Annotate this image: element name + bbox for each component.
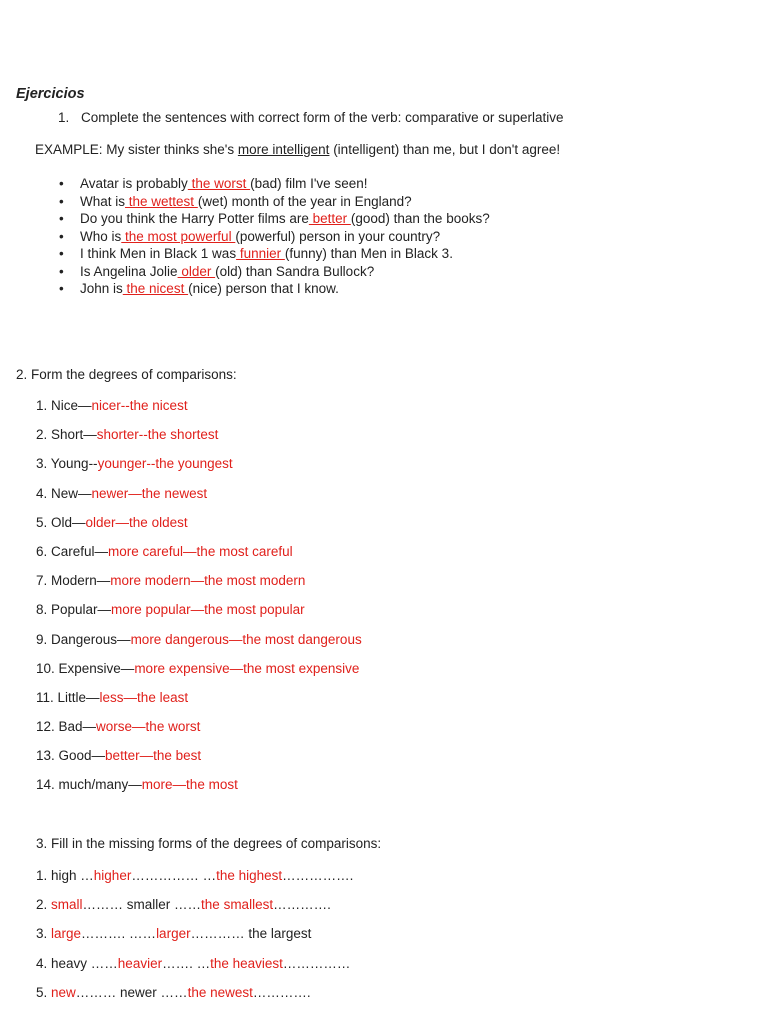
list-item: [0, 210, 490, 228]
word-prompt: 9. Dangerous—: [36, 631, 131, 647]
word-prompt: 13. Good—: [36, 748, 106, 764]
sentence-before: Who is: [80, 228, 122, 244]
list-item: [36, 954, 353, 983]
prompt-text: ………. ……: [81, 926, 157, 942]
list-item: [0, 263, 490, 281]
list-item: [36, 630, 362, 659]
prompt-text: ……… smaller ……: [82, 897, 202, 913]
sentence-after: (good) than the books?: [350, 211, 490, 226]
prompt-text: …………… …: [131, 868, 217, 883]
example-before: EXAMPLE: My sister thinks she's: [35, 142, 238, 157]
list-item: [36, 542, 362, 571]
sentence-after: (bad) film I've seen!: [250, 176, 368, 191]
answer-text: the newest: [187, 984, 253, 1000]
word-prompt: 3. Young--: [36, 456, 98, 472]
answer-text: older—the oldest: [85, 514, 188, 530]
answer-text: nicer--the nicest: [91, 398, 188, 413]
word-prompt: 12. Bad—: [36, 719, 97, 735]
list-item: [36, 659, 362, 688]
list-item: [0, 193, 490, 211]
answer-text: more careful—the most careful: [108, 543, 293, 559]
prompt-text: 2.: [36, 897, 52, 913]
list-item: [0, 175, 490, 193]
answer-text: less—the least: [99, 689, 189, 705]
list-item: [36, 396, 362, 425]
list-item: [0, 228, 490, 246]
exercise-3-title: 3. Fill in the missing forms of the degrees of comparisons:: [36, 836, 382, 851]
prompt-text: 4. heavy ……: [36, 955, 118, 971]
prompt-text: ……. …: [162, 955, 211, 971]
exercise-2-list: [36, 396, 362, 805]
prompt-text: ……… newer ……: [75, 984, 188, 1000]
answer-text: the highest: [216, 868, 283, 883]
answer-text: small: [51, 897, 83, 913]
bullet-icon: •: [59, 281, 64, 296]
list-item: [0, 245, 490, 263]
word-prompt: 11. Little—: [36, 689, 100, 705]
answer-text: newer—the newest: [91, 485, 208, 501]
sentence-after: (funny) than Men in Black 3.: [284, 246, 453, 261]
bullet-icon: •: [59, 246, 64, 261]
list-item: [36, 746, 362, 775]
list-item: [36, 688, 362, 717]
word-prompt: 1. Nice—: [36, 398, 92, 413]
exercise-1-number: 1.: [58, 110, 70, 125]
word-prompt: 7. Modern—: [36, 573, 111, 589]
example-after: (intelligent) than me, but I don't agree!: [329, 142, 561, 157]
answer-text: more expensive—the most expensive: [134, 660, 360, 676]
answer-text: worse—the worst: [96, 719, 201, 735]
prompt-text: ……………: [282, 955, 351, 971]
prompt-text: …………….: [282, 868, 354, 883]
bullet-icon: •: [59, 193, 64, 209]
exercise-1-list: [0, 175, 490, 298]
list-item: [36, 513, 362, 542]
list-item: [36, 484, 362, 513]
bullet-icon: •: [59, 176, 64, 191]
example-sentence: [35, 142, 560, 157]
sentence-before: Is Angelina Jolie: [80, 263, 178, 279]
word-prompt: 8. Popular—: [36, 602, 112, 618]
list-item: [36, 775, 362, 804]
prompt-text: ………….: [273, 897, 331, 913]
list-item: [36, 600, 362, 629]
prompt-text: 1. high …: [36, 868, 94, 883]
sentence-before: John is: [80, 281, 123, 296]
list-item: [36, 924, 353, 953]
exercise-1-instruction: Complete the sentences with correct form of the verb: comparative or superlative: [81, 110, 564, 125]
answer-text: more modern—the most modern: [110, 573, 306, 589]
answer-text: larger: [156, 926, 191, 942]
sentence-before: Do you think the Harry Potter films are: [80, 211, 309, 226]
answer-text: the wettest: [125, 193, 198, 209]
bullet-icon: •: [59, 263, 64, 279]
prompt-text: ………… the largest: [190, 926, 312, 942]
example-answer: more intelligent: [237, 142, 330, 157]
prompt-text: 3.: [36, 926, 52, 942]
answer-text: shorter--the shortest: [96, 427, 219, 443]
word-prompt: 5. Old—: [36, 514, 86, 530]
sentence-after: (old) than Sandra Bullock?: [215, 263, 375, 279]
answer-text: better: [308, 211, 351, 226]
answer-text: older: [177, 263, 216, 279]
list-item: [36, 717, 362, 746]
answer-text: the heaviest: [210, 955, 283, 971]
answer-text: the worst: [187, 176, 251, 191]
sentence-before: What is: [80, 193, 126, 209]
answer-text: the smallest: [201, 897, 274, 913]
prompt-text: 5.: [36, 984, 52, 1000]
bullet-icon: •: [59, 228, 64, 244]
answer-text: more—the most: [141, 777, 238, 793]
sentence-before: Avatar is probably: [80, 176, 188, 191]
sentence-after: (nice) person that I know.: [188, 281, 339, 296]
word-prompt: 10. Expensive—: [36, 660, 135, 676]
bullet-icon: •: [59, 211, 64, 226]
list-item: [36, 983, 353, 1012]
list-item: [36, 866, 353, 895]
answer-text: new: [51, 984, 76, 1000]
sentence-after: (powerful) person in your country?: [235, 228, 441, 244]
answer-text: funnier: [236, 246, 285, 261]
list-item: [36, 454, 362, 483]
list-item: [36, 571, 362, 600]
word-prompt: 14. much/many—: [36, 777, 142, 793]
answer-text: the most powerful: [121, 228, 236, 244]
word-prompt: 2. Short—: [36, 427, 97, 443]
prompt-text: ………….: [252, 984, 311, 1000]
answer-text: better—the best: [105, 748, 202, 764]
sentence-before: I think Men in Black 1 was: [80, 246, 237, 261]
sentence-after: (wet) month of the year in England?: [197, 193, 412, 209]
answer-text: more dangerous—the most dangerous: [130, 631, 362, 647]
exercise-3-list: [36, 866, 353, 1012]
answer-text: more popular—the most popular: [111, 602, 305, 618]
word-prompt: 4. New—: [36, 485, 92, 501]
answer-text: higher: [93, 868, 132, 883]
answer-text: heavier: [117, 955, 163, 971]
list-item: [0, 280, 490, 298]
answer-text: the nicest: [122, 281, 189, 296]
page-heading: Ejercicios: [16, 86, 85, 102]
exercise-2-title: 2. Form the degrees of comparisons:: [16, 367, 237, 382]
answer-text: younger--the youngest: [97, 456, 233, 472]
answer-text: large: [51, 926, 82, 942]
list-item: [36, 895, 353, 924]
list-item: [36, 425, 362, 454]
word-prompt: 6. Careful—: [36, 543, 109, 559]
